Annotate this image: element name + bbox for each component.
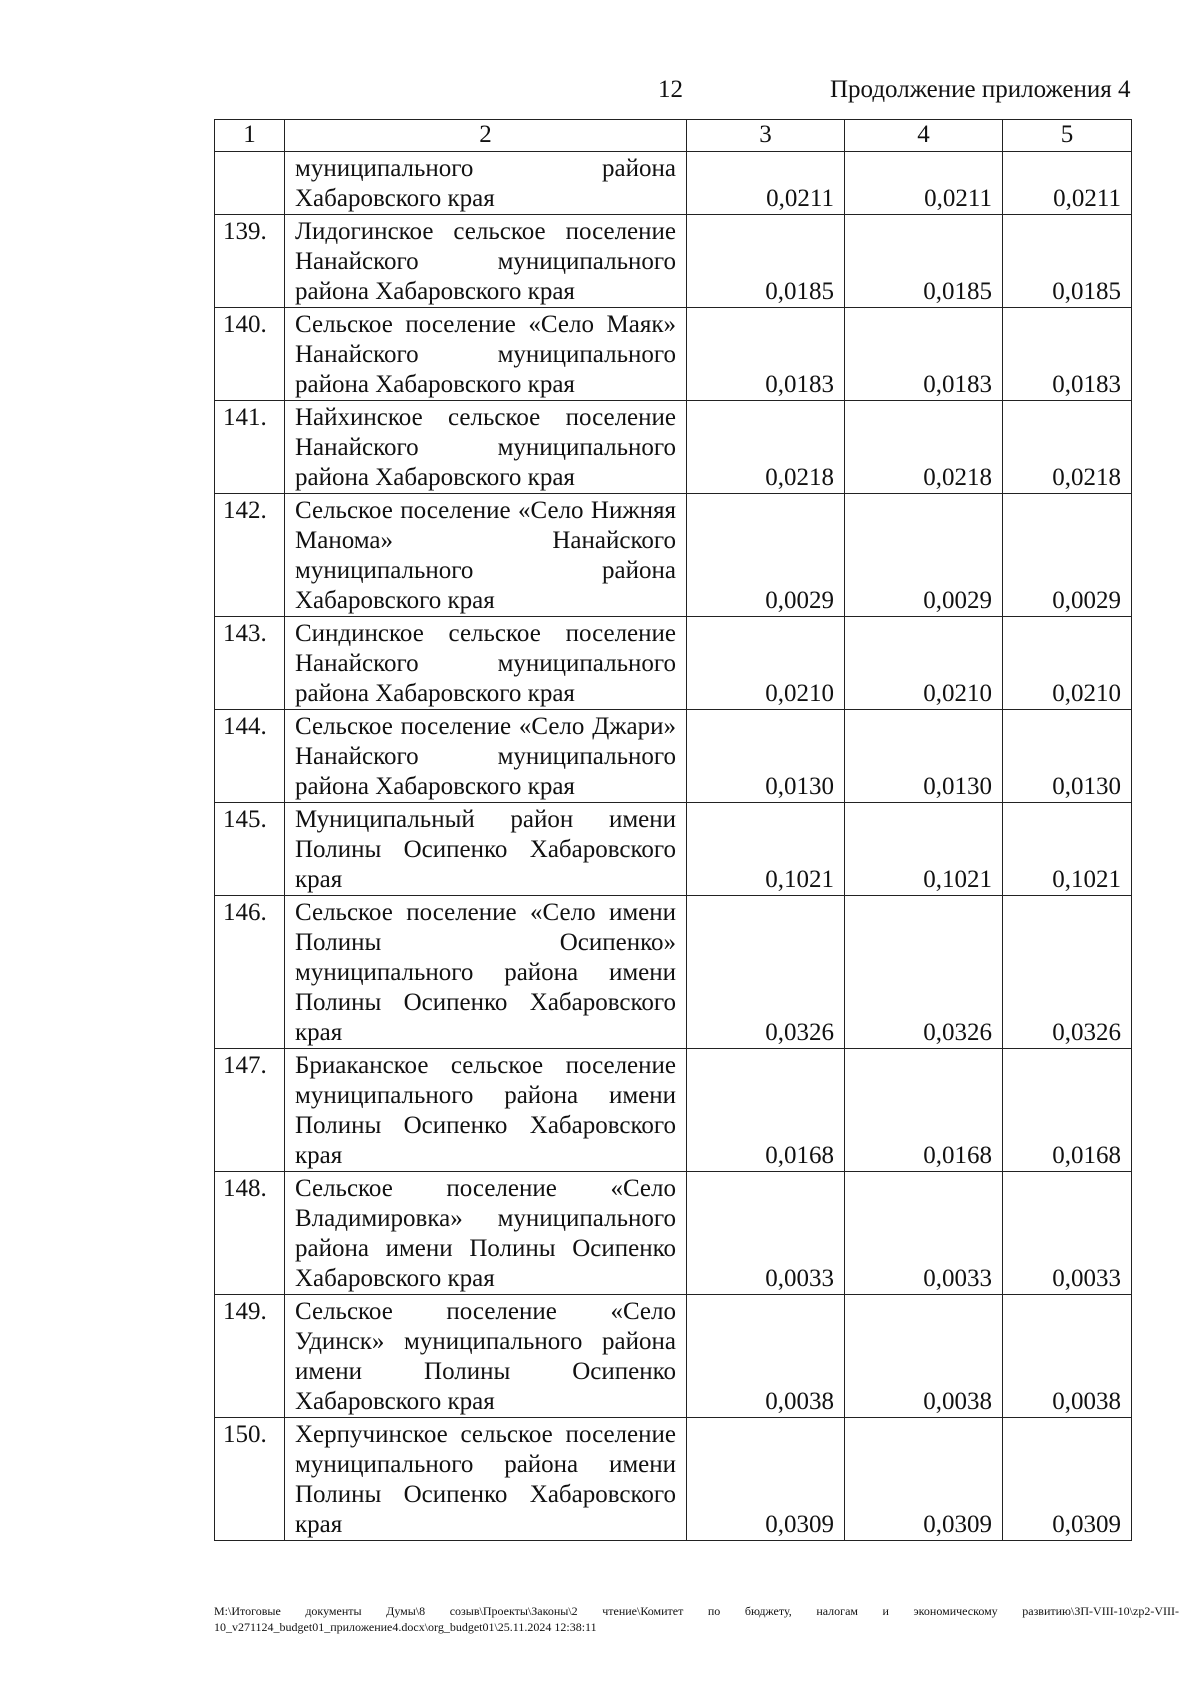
appendix-table	[214, 119, 1132, 1541]
value-col5: 0,0130	[1003, 710, 1132, 803]
value-col4: 0,0183	[845, 308, 1003, 401]
value-col3: 0,0033	[687, 1172, 845, 1295]
value-col5: 0,0038	[1003, 1295, 1132, 1418]
value-col4: 0,0029	[845, 494, 1003, 617]
table-row	[215, 401, 1132, 494]
settlement-name: Бриаканское сельское поселение муниципального района имени Полины Осипенко Хабаровского края	[285, 1049, 687, 1172]
settlement-name: Херпучинское сельское поселение муниципального района имени Полины Осипенко Хабаровского края	[285, 1418, 687, 1541]
value-col3: 0,0168	[687, 1049, 845, 1172]
table-row	[215, 617, 1132, 710]
value-col5: 0,0033	[1003, 1172, 1132, 1295]
appendix-continuation-title: Продолжение приложения 4	[830, 76, 1131, 103]
settlement-name: Сельское поселение «Село имени Полины Осипенко» муниципального района имени Полины Осипенко Хабаровского края	[285, 896, 687, 1049]
value-col4: 0,0185	[845, 215, 1003, 308]
row-number: 141.	[215, 401, 285, 494]
settlement-name: Сельское поселение «Село Маяк» Нанайского муниципального района Хабаровского края	[285, 308, 687, 401]
value-col3: 0,0309	[687, 1418, 845, 1541]
value-col5: 0,0029	[1003, 494, 1132, 617]
value-col3: 0,0210	[687, 617, 845, 710]
table-row	[215, 152, 1132, 215]
row-number	[215, 152, 285, 215]
settlement-name: Лидогинское сельское поселение Нанайского муниципального района Хабаровского края	[285, 215, 687, 308]
value-col3: 0,0211	[687, 152, 845, 215]
value-col4: 0,0309	[845, 1418, 1003, 1541]
row-number: 142.	[215, 494, 285, 617]
column-header: 4	[845, 120, 1003, 152]
row-number: 146.	[215, 896, 285, 1049]
value-col5: 0,0185	[1003, 215, 1132, 308]
column-header: 1	[215, 120, 285, 152]
settlement-name: Найхинское сельское поселение Нанайского муниципального района Хабаровского края	[285, 401, 687, 494]
value-col3: 0,0326	[687, 896, 845, 1049]
table-row	[215, 215, 1132, 308]
value-col4: 0,0326	[845, 896, 1003, 1049]
value-col3: 0,0218	[687, 401, 845, 494]
value-col5: 0,0218	[1003, 401, 1132, 494]
value-col4: 0,0211	[845, 152, 1003, 215]
value-col3: 0,0185	[687, 215, 845, 308]
row-number: 140.	[215, 308, 285, 401]
column-header: 5	[1003, 120, 1132, 152]
table-row	[215, 710, 1132, 803]
table-row	[215, 1295, 1132, 1418]
settlement-name: Сельское поселение «Село Джари» Нанайского муниципального района Хабаровского края	[285, 710, 687, 803]
table-row	[215, 896, 1132, 1049]
row-number: 150.	[215, 1418, 285, 1541]
value-col4: 0,0168	[845, 1049, 1003, 1172]
value-col3: 0,0029	[687, 494, 845, 617]
row-number: 143.	[215, 617, 285, 710]
row-number: 148.	[215, 1172, 285, 1295]
value-col5: 0,0210	[1003, 617, 1132, 710]
settlement-name: Муниципальный район имени Полины Осипенко Хабаровского края	[285, 803, 687, 896]
value-col5: 0,1021	[1003, 803, 1132, 896]
value-col4: 0,1021	[845, 803, 1003, 896]
table-row	[215, 803, 1132, 896]
table-row	[215, 494, 1132, 617]
value-col4: 0,0038	[845, 1295, 1003, 1418]
value-col5: 0,0309	[1003, 1418, 1132, 1541]
table-row	[215, 308, 1132, 401]
value-col3: 0,0038	[687, 1295, 845, 1418]
row-number: 149.	[215, 1295, 285, 1418]
file-path-footer: M:\Итоговые документы Думы\8 созыв\Проекты\Законы\2 чтение\Комитет по бюджету, налогам и экономическому развитию\ЗП-VIII-10\zp2-VIII-10_v271124_budget01_приложение4.docx\org_budget01\25.11.2024 12:38:11	[214, 1604, 1179, 1634]
column-number-row	[215, 120, 1132, 152]
value-col3: 0,1021	[687, 803, 845, 896]
value-col5: 0,0211	[1003, 152, 1132, 215]
row-number: 147.	[215, 1049, 285, 1172]
table-row	[215, 1049, 1132, 1172]
value-col5: 0,0183	[1003, 308, 1132, 401]
row-number: 145.	[215, 803, 285, 896]
settlement-name: Сельское поселение «Село Удинск» муниципального района имени Полины Осипенко Хабаровского края	[285, 1295, 687, 1418]
value-col5: 0,0168	[1003, 1049, 1132, 1172]
value-col4: 0,0218	[845, 401, 1003, 494]
settlement-name: муниципального района Хабаровского края	[285, 152, 687, 215]
settlement-name: Сельское поселение «Село Нижняя Манома» Нанайского муниципального района Хабаровского края	[285, 494, 687, 617]
value-col3: 0,0183	[687, 308, 845, 401]
settlement-name: Сельское поселение «Село Владимировка» муниципального района имени Полины Осипенко Хабаровского края	[285, 1172, 687, 1295]
value-col4: 0,0130	[845, 710, 1003, 803]
value-col4: 0,0210	[845, 617, 1003, 710]
page-number: 12	[658, 76, 683, 103]
column-header: 3	[687, 120, 845, 152]
column-header: 2	[285, 120, 687, 152]
settlement-name: Синдинское сельское поселение Нанайского муниципального района Хабаровского края	[285, 617, 687, 710]
table-row	[215, 1172, 1132, 1295]
row-number: 139.	[215, 215, 285, 308]
value-col4: 0,0033	[845, 1172, 1003, 1295]
value-col3: 0,0130	[687, 710, 845, 803]
value-col5: 0,0326	[1003, 896, 1132, 1049]
row-number: 144.	[215, 710, 285, 803]
table-row	[215, 1418, 1132, 1541]
